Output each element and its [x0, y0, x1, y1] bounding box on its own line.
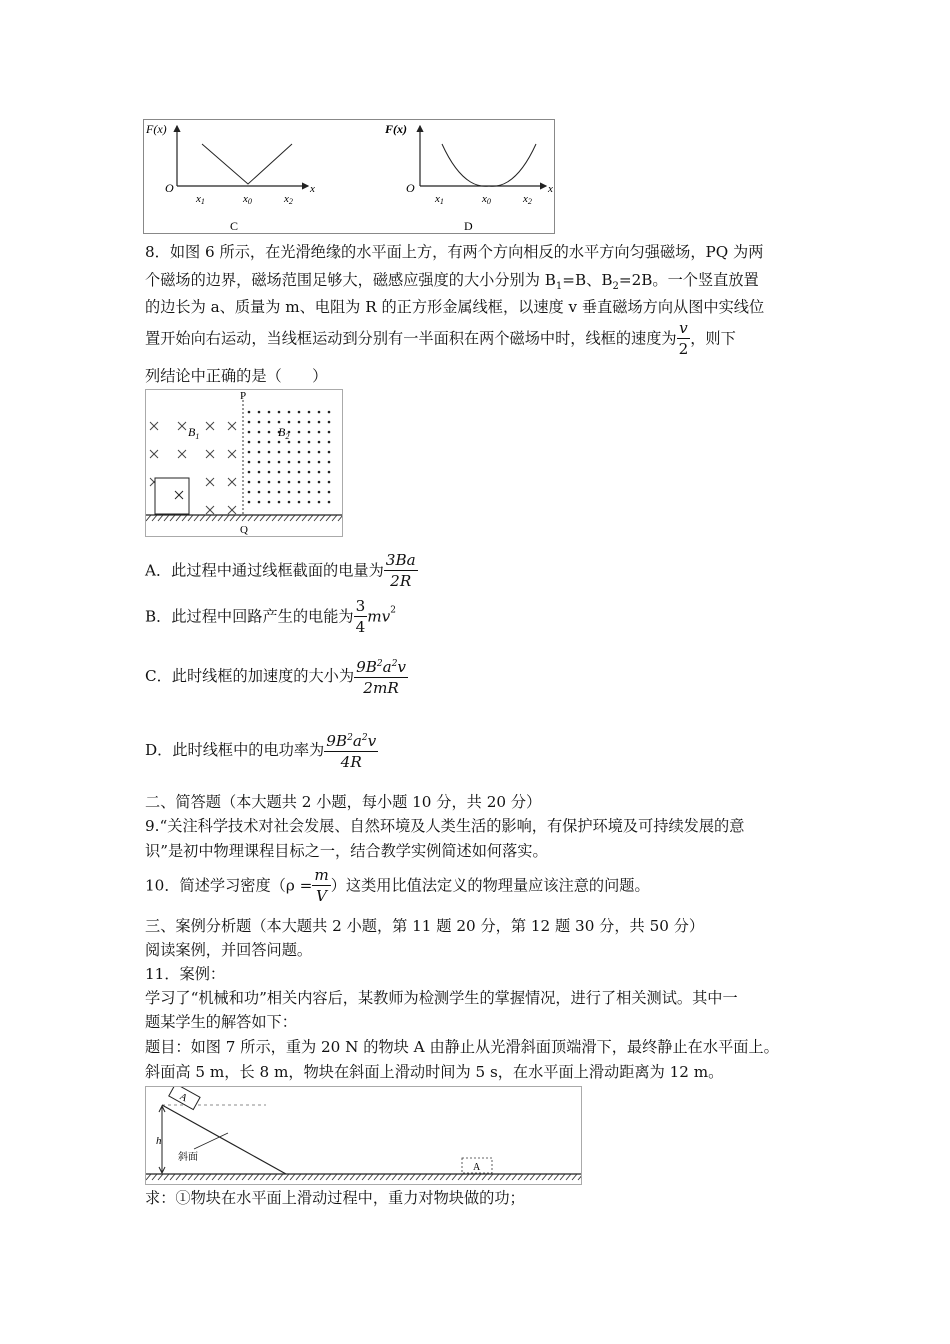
figure-options-cd [143, 119, 555, 234]
hatch-line [368, 1174, 373, 1180]
cross-mark [150, 422, 158, 430]
q8-line-1: 8．如图 6 所示，在光滑绝缘的水平面上方，有两个方向相反的水平方向匀强磁场，PQ 为两 [145, 243, 764, 261]
dot-mark [278, 471, 281, 474]
hatch-line [218, 1174, 223, 1180]
hatch-line [236, 515, 241, 521]
cross-mark [178, 422, 186, 430]
block-a-on-incline [169, 1087, 200, 1110]
hatch-line [338, 1174, 343, 1180]
hatch-line [362, 1174, 367, 1180]
hatch-line [182, 1174, 187, 1180]
label-q: Q [240, 524, 248, 536]
q11-line-3: 题目：如图 7 所示，重为 20 N 的物块 A 由静止从光滑斜面顶端滑下，最终静止在水平面上。 [145, 1038, 779, 1056]
hatch-line [428, 1174, 433, 1180]
hatch-line [188, 515, 193, 521]
cross-mark [206, 478, 214, 486]
hatch-line [332, 1174, 337, 1180]
hatch-line [212, 515, 217, 521]
dot-mark [318, 461, 321, 464]
graph-d-ylabel: F(x) [385, 122, 407, 136]
hatch-line [470, 1174, 475, 1180]
hatch-line [356, 1174, 361, 1180]
dot-mark [268, 491, 271, 494]
dot-mark [248, 461, 251, 464]
dot-mark [298, 461, 301, 464]
graph-d-xlabel: x [548, 183, 553, 195]
hatch-line [152, 515, 157, 521]
graph-c-x2: x2 [284, 193, 293, 206]
hatch-line [260, 1174, 265, 1180]
hatch-line [278, 1174, 283, 1180]
hatch-line [206, 1174, 211, 1180]
hatch-line [512, 1174, 517, 1180]
dot-mark [268, 441, 271, 444]
hatch-line [164, 515, 169, 521]
dot-mark [328, 471, 331, 474]
option-d-fraction: $\frac{9B^2a^2v}{4R}$ [324, 728, 378, 772]
hatch-line [230, 515, 235, 521]
cross-mark [206, 422, 214, 430]
hatch-line [206, 515, 211, 521]
dot-mark [258, 411, 261, 414]
dot-mark [308, 441, 311, 444]
hatch-line [302, 515, 307, 521]
label-h: h [156, 1135, 162, 1147]
graph-d [384, 122, 553, 233]
dot-mark [328, 481, 331, 484]
dot-mark [258, 451, 261, 454]
dot-mark [258, 441, 261, 444]
hatch-line [308, 515, 313, 521]
dot-mark [258, 501, 261, 504]
hatch-line [344, 1174, 349, 1180]
hatch-line [488, 1174, 493, 1180]
dot-mark [278, 461, 281, 464]
dot-mark [258, 461, 261, 464]
hatch-line [464, 1174, 469, 1180]
dot-mark [278, 441, 281, 444]
dot-mark [328, 431, 331, 434]
hatch-line [290, 515, 295, 521]
dot-mark [278, 501, 281, 504]
figure-7-svg [146, 1087, 581, 1184]
label-p: P [240, 390, 247, 402]
dot-mark [258, 421, 261, 424]
q9-line-1: 9.“关注科学技术对社会发展、自然环境及人类生活的影响，有保护环境及可持续发展的意 [145, 817, 745, 835]
hatch-line [446, 1174, 451, 1180]
label-b1: $B_1$ [188, 425, 200, 441]
dot-mark [288, 461, 291, 464]
dot-mark [298, 481, 301, 484]
dot-mark [268, 461, 271, 464]
dot-mark [298, 451, 301, 454]
dot-mark [298, 491, 301, 494]
q11-heading: 11．案例： [145, 965, 226, 983]
hatch-line [518, 1174, 523, 1180]
dot-mark [278, 451, 281, 454]
cross-mark [228, 422, 236, 430]
dot-mark [288, 451, 291, 454]
b2-field-dots [248, 411, 331, 504]
q11-line-1: 学习了“机械和功”相关内容后，某教师为检测学生的掌握情况，进行了相关测试。其中一 [145, 989, 738, 1007]
hatch-line [284, 515, 289, 521]
dot-mark [328, 451, 331, 454]
hatch-line [296, 1174, 301, 1180]
dot-mark [288, 421, 291, 424]
hatch-line [194, 515, 199, 521]
hatch-line [272, 1174, 277, 1180]
dot-mark [298, 501, 301, 504]
hatch-line [248, 515, 253, 521]
hatch-line [230, 1174, 235, 1180]
hatch-line [254, 1174, 259, 1180]
graph-c-caption: C [230, 219, 239, 233]
cross-mark [178, 450, 186, 458]
hatch-line [410, 1174, 415, 1180]
hatch-line [554, 1174, 559, 1180]
hatch-line [578, 1174, 581, 1180]
graph-c-curve [202, 144, 292, 184]
block-a-ground-label: A [473, 1162, 481, 1173]
dot-mark [258, 481, 261, 484]
dot-mark [288, 471, 291, 474]
dot-mark [308, 421, 311, 424]
q8-line-3: 的边长为 a、质量为 m、电阻为 R 的正方形金属线框，以速度 v 垂直磁场方向从图中实线位 [145, 298, 765, 316]
hatch-line [422, 1174, 427, 1180]
dot-mark [268, 431, 271, 434]
hatch-line [320, 515, 325, 521]
hatch-line [548, 1174, 553, 1180]
dot-mark [248, 501, 251, 504]
graph-c-origin: O [165, 181, 174, 195]
hatch-line [494, 1174, 499, 1180]
q11-ask-1: 求：①物块在水平面上滑动过程中，重力对物块做的功； [145, 1189, 525, 1207]
dot-mark [308, 491, 311, 494]
svg-text:A: A [177, 1091, 190, 1105]
cross-mark [206, 506, 214, 514]
hatch-line [296, 515, 301, 521]
hatch-line [248, 1174, 253, 1180]
hatch-line [434, 1174, 439, 1180]
dot-mark [328, 491, 331, 494]
section-2-title: 二、简答题（本大题共 2 小题，每小题 10 分，共 20 分） [145, 793, 542, 811]
dot-mark [248, 471, 251, 474]
dot-mark [318, 431, 321, 434]
q11-line-2: 题某学生的解答如下： [145, 1013, 297, 1031]
cross-mark [228, 478, 236, 486]
hatch-line [572, 1174, 577, 1180]
hatch-line [350, 1174, 355, 1180]
cross-mark [228, 506, 236, 514]
q8-line-5: 列结论中正确的是（ ） [145, 367, 328, 385]
hatch-line [290, 1174, 295, 1180]
dot-mark [268, 421, 271, 424]
velocity-fraction: $\frac{v}{2}$ [678, 319, 689, 358]
hatch-line [284, 1174, 289, 1180]
dot-mark [308, 431, 311, 434]
hatch-line [302, 1174, 307, 1180]
section-3-intro: 阅读案例，并回答问题。 [145, 941, 313, 959]
hatch-line [338, 515, 342, 521]
dot-mark [308, 501, 311, 504]
hatch-line [146, 1174, 151, 1180]
dot-mark [248, 441, 251, 444]
graph-d-caption: D [464, 219, 473, 233]
hatch-line [536, 1174, 541, 1180]
option-c: C．此时线框的加速度的大小为 $\frac{9B^2a^2v}{2mR}$ [145, 654, 408, 698]
hatch-line [542, 1174, 547, 1180]
dot-mark [268, 471, 271, 474]
q8-line-2: 个磁场的边界，磁场范围足够大，磁感应强度的大小分别为 $B_1=B$、$B_2=2B$。一个竖直放置 [145, 271, 759, 293]
dot-mark [288, 491, 291, 494]
dot-mark [248, 481, 251, 484]
hatch-line [392, 1174, 397, 1180]
graphs-svg [144, 120, 554, 233]
hatch-line [146, 515, 151, 521]
hatch-line [254, 515, 259, 521]
q8-line-4: 置开始向右运动，当线框运动到分别有一半面积在两个磁场中时，线框的速度为 $\frac{v}{2}$ ，则下 [145, 319, 736, 358]
dot-mark [308, 451, 311, 454]
hatch-line [476, 1174, 481, 1180]
dot-mark [248, 431, 251, 434]
hatch-line [260, 515, 265, 521]
q9-line-2: 识”是初中物理课程目标之一，结合教学实例简述如何落实。 [145, 842, 548, 860]
option-c-fraction: $\frac{9B^2a^2v}{2mR}$ [354, 654, 408, 698]
hatch-line [374, 1174, 379, 1180]
cross-mark [228, 450, 236, 458]
dot-mark [278, 411, 281, 414]
hatch-line [242, 1174, 247, 1180]
hatch-line [224, 515, 229, 521]
hatch-line [332, 515, 337, 521]
hatch-line [224, 1174, 229, 1180]
option-a-fraction: $\frac{3Ba}{2R}$ [385, 551, 416, 590]
dot-mark [248, 421, 251, 424]
hatch-line [182, 515, 187, 521]
hatch-line [236, 1174, 241, 1180]
dot-mark [318, 411, 321, 414]
dot-mark [298, 431, 301, 434]
dot-mark [268, 451, 271, 454]
hatch-line [452, 1174, 457, 1180]
hatch-line [386, 1174, 391, 1180]
dot-mark [308, 411, 311, 414]
square-wire-frame [155, 478, 189, 514]
option-d: D．此时线框中的电功率为 $\frac{9B^2a^2v}{4R}$ [145, 728, 378, 772]
graph-d-curve [442, 144, 536, 186]
q11-line-4: 斜面高 5 m，长 8 m，物块在斜面上滑动时间为 5 s，在水平面上滑动距离为 12 m。 [145, 1063, 724, 1081]
hatch-line [530, 1174, 535, 1180]
hatch-line [272, 515, 277, 521]
graph-c-ylabel: F(x) [146, 122, 167, 136]
hatch-line [242, 515, 247, 521]
label-slope: 斜面 [178, 1152, 198, 1163]
hatch-line [524, 1174, 529, 1180]
label-b2: $B_2$ [278, 425, 290, 441]
hatch-line [308, 1174, 313, 1180]
dot-mark [278, 481, 281, 484]
hatch-line [566, 1174, 571, 1180]
dot-mark [258, 491, 261, 494]
hatch-line [314, 515, 319, 521]
option-a: A．此过程中通过线框截面的电量为 $\frac{3Ba}{2R}$ [145, 551, 416, 590]
hatch-line [218, 515, 223, 521]
dot-mark [298, 411, 301, 414]
dot-mark [288, 501, 291, 504]
graph-c-xlabel: x [310, 183, 315, 195]
dot-mark [248, 451, 251, 454]
hatch-line [164, 1174, 169, 1180]
dot-mark [328, 441, 331, 444]
hatch-line [500, 1174, 505, 1180]
hatch-line [152, 1174, 157, 1180]
dot-mark [288, 481, 291, 484]
dot-mark [268, 481, 271, 484]
dot-mark [298, 471, 301, 474]
dot-mark [318, 441, 321, 444]
hatch-line [440, 1174, 445, 1180]
hatch-line [314, 1174, 319, 1180]
graph-c-x0: x0 [243, 193, 252, 206]
q10: 10．简述学习密度（ρ = $\frac{m}{V}$ ）这类用比值法定义的物理量应该注意的问题。 [145, 866, 650, 905]
hatch-line [200, 515, 205, 521]
dot-mark [268, 411, 271, 414]
graph-d-origin: O [406, 181, 415, 195]
dot-mark [318, 501, 321, 504]
graph-d-x0: x0 [482, 193, 491, 206]
dot-mark [328, 461, 331, 464]
incline-surface [162, 1105, 286, 1174]
hatch-line [212, 1174, 217, 1180]
hatch-line [320, 1174, 325, 1180]
hatch-line [458, 1174, 463, 1180]
hatch-line [278, 515, 283, 521]
dot-mark [328, 501, 331, 504]
hatch-line [194, 1174, 199, 1180]
hatch-line [326, 1174, 331, 1180]
cross-mark [150, 450, 158, 458]
ground-hatch [146, 515, 342, 521]
hatch-line [266, 1174, 271, 1180]
hatch-line [158, 515, 163, 521]
hatch-line [404, 1174, 409, 1180]
hatch-line [326, 515, 331, 521]
hatch-line [176, 1174, 181, 1180]
dot-mark [298, 441, 301, 444]
dot-mark [308, 481, 311, 484]
dot-mark [318, 451, 321, 454]
graph-c-x1: x1 [196, 193, 205, 206]
graph-d-x1: x1 [435, 193, 444, 206]
dot-mark [308, 461, 311, 464]
dot-mark [258, 471, 261, 474]
hatch-line [200, 1174, 205, 1180]
hatch-line [170, 515, 175, 521]
figure-6-magnetic-field [145, 389, 343, 537]
hatch-line [170, 1174, 175, 1180]
hatch-line [266, 515, 271, 521]
option-b: B．此过程中回路产生的电能为 $\frac{3}{4}$ $mv^2$ [145, 597, 396, 636]
hatch-line [560, 1174, 565, 1180]
dot-mark [278, 421, 281, 424]
graph-c [145, 122, 315, 233]
dot-mark [328, 421, 331, 424]
hatch-line [158, 1174, 163, 1180]
dot-mark [318, 471, 321, 474]
figure-6-svg [146, 390, 342, 536]
dot-mark [288, 411, 291, 414]
hatch-line [416, 1174, 421, 1180]
dot-mark [298, 421, 301, 424]
graph-d-x2: x2 [523, 193, 532, 206]
hatch-line [176, 515, 181, 521]
hatch-line [188, 1174, 193, 1180]
dot-mark [248, 411, 251, 414]
hatch-line [380, 1174, 385, 1180]
hatch-line [398, 1174, 403, 1180]
dot-mark [318, 491, 321, 494]
dot-mark [318, 421, 321, 424]
figure-7-incline [145, 1086, 582, 1185]
dot-mark [268, 501, 271, 504]
dot-mark [308, 471, 311, 474]
dot-mark [328, 411, 331, 414]
density-fraction: $\frac{m}{V}$ [314, 866, 329, 905]
dot-mark [318, 481, 321, 484]
ground-hatch [146, 1174, 581, 1180]
dot-mark [288, 441, 291, 444]
option-b-fraction: $\frac{3}{4}$ [355, 597, 366, 636]
dot-mark [278, 491, 281, 494]
cross-mark [206, 450, 214, 458]
hatch-line [482, 1174, 487, 1180]
dot-mark [258, 431, 261, 434]
section-3-title: 三、案例分析题（本大题共 2 小题，第 11 题 20 分，第 12 题 30 分，共 50 分） [145, 917, 705, 935]
dot-mark [248, 491, 251, 494]
hatch-line [506, 1174, 511, 1180]
